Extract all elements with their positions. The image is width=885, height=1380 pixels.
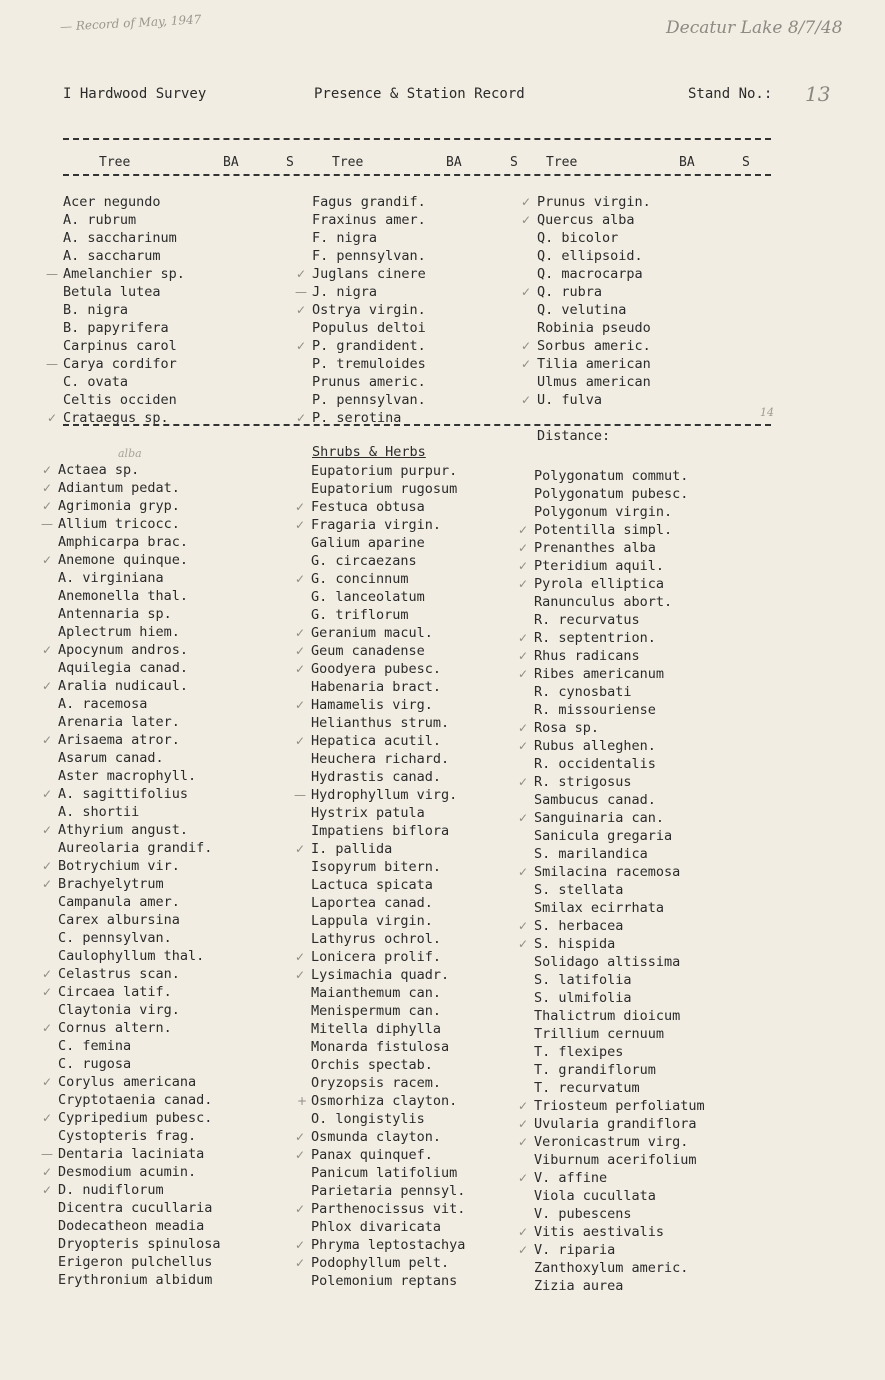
species-entry: Aster macrophyll.: [58, 768, 197, 784]
species-entry: V. pubescens: [534, 1206, 632, 1222]
species-entry: ✓ Actaea sp.: [58, 461, 221, 479]
species-entry: Antennaria sp.: [58, 606, 172, 622]
species-entry: ✓ A. sagittifolius: [58, 785, 221, 803]
species-entry: ✓ Sorbus americ.: [537, 337, 651, 355]
species-entry: Impatiens biflora: [311, 823, 450, 839]
species-entry: Thalictrum dioicum: [534, 1008, 681, 1024]
species-entry: — Amelanchier sp.: [63, 265, 185, 283]
species-entry: Cystopteris frag.: [58, 1128, 197, 1144]
species-entry: Prunus americ.: [312, 374, 426, 390]
handwritten-stand-number: 13: [805, 82, 831, 106]
species-entry: ✓ Geum canadense: [311, 642, 465, 660]
species-entry: ✓ R. septentrion.: [534, 629, 705, 647]
species-entry: Cryptotaenia canad.: [58, 1092, 213, 1108]
species-entry: ✓ Pyrola elliptica: [534, 575, 705, 593]
species-entry: Celtis occiden: [63, 392, 177, 408]
species-entry: Q. velutina: [537, 302, 627, 318]
handwritten-alba-note: alba: [118, 447, 142, 460]
col-ba-1: BA: [223, 155, 239, 170]
species-entry: Oryzopsis racem.: [311, 1075, 442, 1091]
species-entry: T. recurvatum: [534, 1080, 640, 1096]
species-entry: ✓ I. pallida: [311, 840, 465, 858]
species-entry: Zanthoxylum americ.: [534, 1260, 689, 1276]
species-entry: Viola cucullata: [534, 1188, 656, 1204]
species-entry: ✓ V. riparia: [534, 1241, 705, 1259]
tree-column-2: [312, 193, 426, 427]
species-entry: Asarum canad.: [58, 750, 164, 766]
species-entry: ✓ Prenanthes alba: [534, 539, 705, 557]
top-divider: [63, 138, 771, 140]
species-entry: Amphicarpa brac.: [58, 534, 189, 550]
species-entry: Populus deltoi: [312, 320, 426, 336]
species-entry: C. femina: [58, 1038, 132, 1054]
stand-label: Stand No.:: [688, 86, 773, 102]
species-entry: ✓ Adiantum pedat.: [58, 479, 221, 497]
shrubs-herbs-title: Shrubs & Herbs: [312, 444, 426, 460]
species-entry: Dryopteris spinulosa: [58, 1236, 221, 1252]
species-entry: A. saccharinum: [63, 230, 177, 246]
species-entry: Sanicula gregaria: [534, 828, 673, 844]
species-entry: Polygonum virgin.: [534, 504, 673, 520]
species-entry: Campanula amer.: [58, 894, 180, 910]
species-entry: F. nigra: [312, 230, 378, 246]
species-entry: Erigeron pulchellus: [58, 1254, 213, 1270]
species-entry: R. recurvatus: [534, 612, 640, 628]
species-entry: ✓ Festuca obtusa: [311, 498, 465, 516]
tree-column-1: [63, 193, 185, 427]
shrub-column-3: [534, 467, 705, 1295]
species-entry: A. racemosa: [58, 696, 148, 712]
handwritten-margin-number: 14: [760, 406, 774, 419]
column-headers: [63, 155, 771, 175]
species-entry: Robinia pseudo: [537, 320, 651, 336]
col-tree-1: Tree: [99, 155, 131, 170]
species-entry: T. flexipes: [534, 1044, 624, 1060]
species-entry: ✓ Triosteum perfoliatum: [534, 1097, 705, 1115]
species-entry: A. rubrum: [63, 212, 137, 228]
species-entry: Hydrastis canad.: [311, 769, 442, 785]
species-entry: ✓ G. concinnum: [311, 570, 465, 588]
species-entry: ✓ P. serotina: [312, 409, 426, 427]
species-entry: Lappula virgin.: [311, 913, 433, 929]
species-entry: Polygonatum commut.: [534, 468, 689, 484]
species-entry: ✓ Geranium macul.: [311, 624, 465, 642]
species-entry: ✓ Prunus virgin.: [537, 193, 651, 211]
species-entry: C. pennsylvan.: [58, 930, 172, 946]
species-entry: Helianthus strum.: [311, 715, 450, 731]
species-entry: C. ovata: [63, 374, 129, 390]
species-entry: B. nigra: [63, 302, 129, 318]
species-entry: Habenaria bract.: [311, 679, 442, 695]
handwritten-record-note: — Record of May, 1947: [59, 12, 202, 34]
col-tree-3: Tree: [546, 155, 578, 170]
species-entry: Parietaria pennsyl.: [311, 1183, 466, 1199]
species-entry: Fagus grandif.: [312, 194, 426, 210]
shrub-column-1: [58, 461, 221, 1289]
species-entry: Orchis spectab.: [311, 1057, 433, 1073]
species-entry: ✓ Ribes americanum: [534, 665, 705, 683]
species-entry: T. grandiflorum: [534, 1062, 656, 1078]
species-entry: Carpinus carol: [63, 338, 177, 354]
species-entry: Mitella diphylla: [311, 1021, 442, 1037]
species-entry: S. stellata: [534, 882, 624, 898]
species-entry: Hystrix patula: [311, 805, 425, 821]
species-entry: Arenaria later.: [58, 714, 180, 730]
species-entry: Dodecatheon meadia: [58, 1218, 205, 1234]
species-entry: ✓ Quercus alba: [537, 211, 651, 229]
species-entry: B. papyrifera: [63, 320, 169, 336]
species-entry: S. ulmifolia: [534, 990, 632, 1006]
species-entry: Trillium cernuum: [534, 1026, 665, 1042]
species-entry: R. occidentalis: [534, 756, 656, 772]
species-entry: Eupatorium rugosum: [311, 481, 458, 497]
species-entry: Claytonia virg.: [58, 1002, 180, 1018]
species-entry: — J. nigra: [312, 283, 426, 301]
species-entry: ✓ Podophyllum pelt.: [311, 1254, 465, 1272]
species-entry: ✓ Botrychium vir.: [58, 857, 221, 875]
species-entry: C. rugosa: [58, 1056, 132, 1072]
col-ba-2: BA: [446, 155, 462, 170]
species-entry: — Allium tricocc.: [58, 515, 221, 533]
species-entry: Q. ellipsoid.: [537, 248, 643, 264]
species-entry: ✓ Crataegus sp.: [63, 409, 185, 427]
tree-column-3: [537, 193, 651, 409]
species-entry: ✓ V. affine: [534, 1169, 705, 1187]
species-entry: Carex albursina: [58, 912, 180, 928]
form-header: [63, 86, 803, 104]
col-tree-2: Tree: [332, 155, 364, 170]
species-entry: ✓ P. grandident.: [312, 337, 426, 355]
species-entry: Zizia aurea: [534, 1278, 624, 1294]
species-entry: ✓ Goodyera pubesc.: [311, 660, 465, 678]
species-entry: ✓ Veronicastrum virg.: [534, 1133, 705, 1151]
species-entry: Monarda fistulosa: [311, 1039, 450, 1055]
species-entry: F. pennsylvan.: [312, 248, 426, 264]
species-entry: ✓ Arisaema atror.: [58, 731, 221, 749]
species-entry: ✓ Potentilla simpl.: [534, 521, 705, 539]
species-entry: A. saccharum: [63, 248, 161, 264]
species-entry: — Dentaria laciniata: [58, 1145, 221, 1163]
species-entry: R. cynosbati: [534, 684, 632, 700]
species-entry: ✓ Cypripedium pubesc.: [58, 1109, 221, 1127]
species-entry: ✓ Ostrya virgin.: [312, 301, 426, 319]
species-entry: ✓ Osmunda clayton.: [311, 1128, 465, 1146]
species-entry: Galium aparine: [311, 535, 425, 551]
species-entry: Aureolaria grandif.: [58, 840, 213, 856]
species-entry: ✓ S. herbacea: [534, 917, 705, 935]
species-entry: Sambucus canad.: [534, 792, 656, 808]
species-entry: Phlox divaricata: [311, 1219, 442, 1235]
species-entry: ✓ Corylus americana: [58, 1073, 221, 1091]
species-entry: ✓ Athyrium angust.: [58, 821, 221, 839]
species-entry: ✓ Apocynum andros.: [58, 641, 221, 659]
species-entry: ✓ Lysimachia quadr.: [311, 966, 465, 984]
species-entry: ✓ Hepatica acutil.: [311, 732, 465, 750]
species-entry: Polemonium reptans: [311, 1273, 458, 1289]
species-entry: ✓ Aralia nudicaul.: [58, 677, 221, 695]
species-entry: ✓ Panax quinquef.: [311, 1146, 465, 1164]
species-entry: Panicum latifolium: [311, 1165, 458, 1181]
shrub-column-2: [311, 462, 465, 1290]
species-entry: ✓ Parthenocissus vit.: [311, 1200, 465, 1218]
species-entry: P. pennsylvan.: [312, 392, 426, 408]
species-entry: Laportea canad.: [311, 895, 433, 911]
species-entry: ✓ Uvularia grandiflora: [534, 1115, 705, 1133]
species-entry: ✓ Vitis aestivalis: [534, 1223, 705, 1241]
species-entry: Q. macrocarpa: [537, 266, 643, 282]
col-s-3: S: [742, 155, 750, 170]
species-entry: ✓ Rosa sp.: [534, 719, 705, 737]
species-entry: Eupatorium purpur.: [311, 463, 458, 479]
survey-title: I Hardwood Survey: [63, 86, 207, 102]
species-entry: ✓ Fragaria virgin.: [311, 516, 465, 534]
species-entry: Dicentra cucullaria: [58, 1200, 213, 1216]
species-entry: ✓ Smilacina racemosa: [534, 863, 705, 881]
species-entry: Lathyrus ochrol.: [311, 931, 442, 947]
species-entry: ✓ D. nudiflorum: [58, 1181, 221, 1199]
species-entry: — Carya cordifor: [63, 355, 185, 373]
species-entry: ✓ Q. rubra: [537, 283, 651, 301]
species-entry: ✓ Hamamelis virg.: [311, 696, 465, 714]
species-entry: Heuchera richard.: [311, 751, 450, 767]
species-entry: R. missouriense: [534, 702, 656, 718]
species-entry: Maianthemum can.: [311, 985, 442, 1001]
species-entry: Lactuca spicata: [311, 877, 433, 893]
species-entry: ✓ Cornus altern.: [58, 1019, 221, 1037]
species-entry: ✓ Lonicera prolif.: [311, 948, 465, 966]
species-entry: Betula lutea: [63, 284, 161, 300]
col-ba-3: BA: [679, 155, 695, 170]
species-entry: Fraxinus amer.: [312, 212, 426, 228]
species-entry: Solidago altissima: [534, 954, 681, 970]
species-entry: ✓ Phryma leptostachya: [311, 1236, 465, 1254]
species-entry: Isopyrum bitern.: [311, 859, 442, 875]
species-entry: ✓ Anemone quinque.: [58, 551, 221, 569]
species-entry: Ulmus american: [537, 374, 651, 390]
species-entry: ✓ Celastrus scan.: [58, 965, 221, 983]
col-s-1: S: [286, 155, 294, 170]
species-entry: Ranunculus abort.: [534, 594, 673, 610]
species-entry: Acer negundo: [63, 194, 161, 210]
species-entry: ✓ Juglans cinere: [312, 265, 426, 283]
species-entry: Anemonella thal.: [58, 588, 189, 604]
species-entry: P. tremuloides: [312, 356, 426, 372]
tree-section-divider: [63, 424, 771, 426]
species-entry: ✓ Desmodium acumin.: [58, 1163, 221, 1181]
species-entry: Aquilegia canad.: [58, 660, 189, 676]
species-entry: ✓ U. fulva: [537, 391, 651, 409]
record-title: Presence & Station Record: [314, 86, 525, 102]
species-entry: G. lanceolatum: [311, 589, 425, 605]
species-entry: ✓ Tilia american: [537, 355, 651, 373]
species-entry: Aplectrum hiem.: [58, 624, 180, 640]
species-entry: A. shortii: [58, 804, 140, 820]
species-entry: G. circaezans: [311, 553, 417, 569]
species-entry: ✓ Agrimonia gryp.: [58, 497, 221, 515]
species-entry: ✓ Sanguinaria can.: [534, 809, 705, 827]
species-entry: Viburnum acerifolium: [534, 1152, 697, 1168]
species-entry: A. virginiana: [58, 570, 164, 586]
species-entry: O. longistylis: [311, 1111, 425, 1127]
species-entry: ✓ Rubus alleghen.: [534, 737, 705, 755]
header-divider: [63, 174, 771, 176]
species-entry: Erythronium albidum: [58, 1272, 213, 1288]
species-entry: Polygonatum pubesc.: [534, 486, 689, 502]
species-entry: ✓ R. strigosus: [534, 773, 705, 791]
species-entry: Caulophyllum thal.: [58, 948, 205, 964]
col-s-2: S: [510, 155, 518, 170]
species-entry: — Hydrophyllum virg.: [311, 786, 465, 804]
species-entry: Menispermum can.: [311, 1003, 442, 1019]
species-entry: G. triflorum: [311, 607, 409, 623]
species-entry: ✓ S. hispida: [534, 935, 705, 953]
species-entry: ✓ Brachyelytrum: [58, 875, 221, 893]
handwritten-location-date: Decatur Lake 8/7/48: [666, 18, 843, 38]
species-entry: + Osmorhiza clayton.: [311, 1092, 465, 1110]
species-entry: S. marilandica: [534, 846, 648, 862]
species-entry: ✓ Rhus radicans: [534, 647, 705, 665]
species-entry: S. latifolia: [534, 972, 632, 988]
distance-label: Distance:: [537, 428, 611, 444]
species-entry: ✓ Pteridium aquil.: [534, 557, 705, 575]
species-entry: ✓ Circaea latif.: [58, 983, 221, 1001]
species-entry: Smilax ecirrhata: [534, 900, 665, 916]
species-entry: Q. bicolor: [537, 230, 619, 246]
